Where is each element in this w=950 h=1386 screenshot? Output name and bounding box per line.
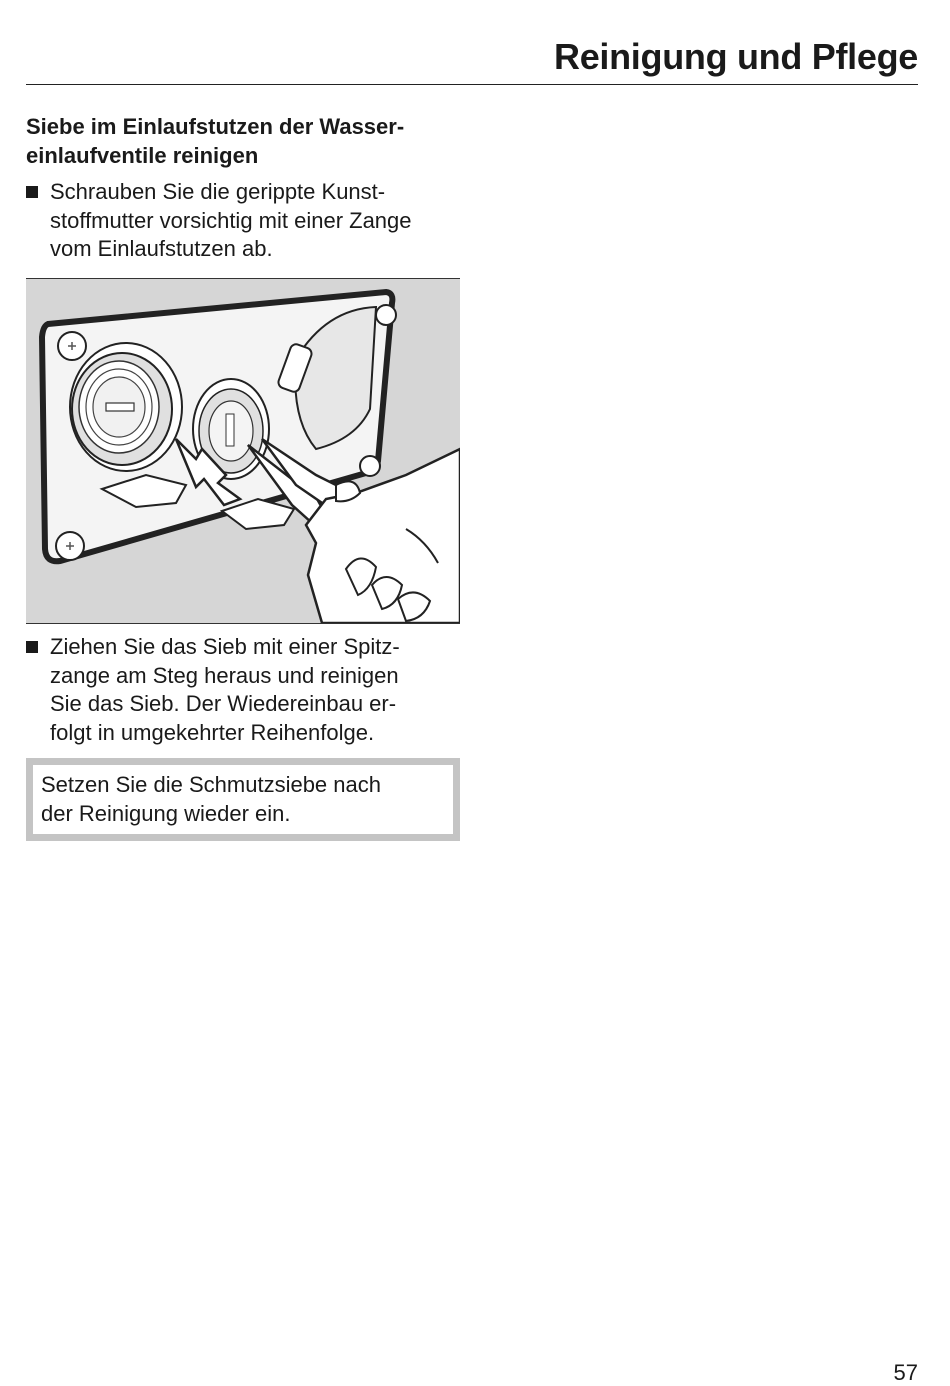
- step-item: [26, 178, 466, 264]
- step-text: Ziehen Sie das Sieb mit einer Spitz- zange am Steg heraus und reinigen Sie das Sieb. Der Wiedereinbau er- folgt in umgekehrter Reihenfolge.: [50, 634, 400, 745]
- pliers-removing-nut-drawing: [26, 279, 460, 623]
- square-bullet-icon: [26, 186, 38, 198]
- step-item: [26, 633, 466, 747]
- page-number: 57: [893, 1360, 918, 1385]
- header-divider: [26, 84, 918, 85]
- page-title: Reinigung und Pflege: [554, 36, 918, 77]
- section-heading: [26, 112, 466, 170]
- note-text: Setzen Sie die Schmutzsiebe nach der Reinigung wieder ein.: [41, 772, 381, 826]
- inlet-valve-illustration: [26, 278, 460, 624]
- step-text: Schrauben Sie die gerippte Kunst- stoffmutter vorsichtig mit einer Zange vom Einlaufstutzen ab.: [50, 179, 412, 261]
- square-bullet-icon: [26, 641, 38, 653]
- note-box: [26, 758, 460, 841]
- section-heading-text: Siebe im Einlaufstutzen der Wasser- einlaufventile reinigen: [26, 114, 405, 168]
